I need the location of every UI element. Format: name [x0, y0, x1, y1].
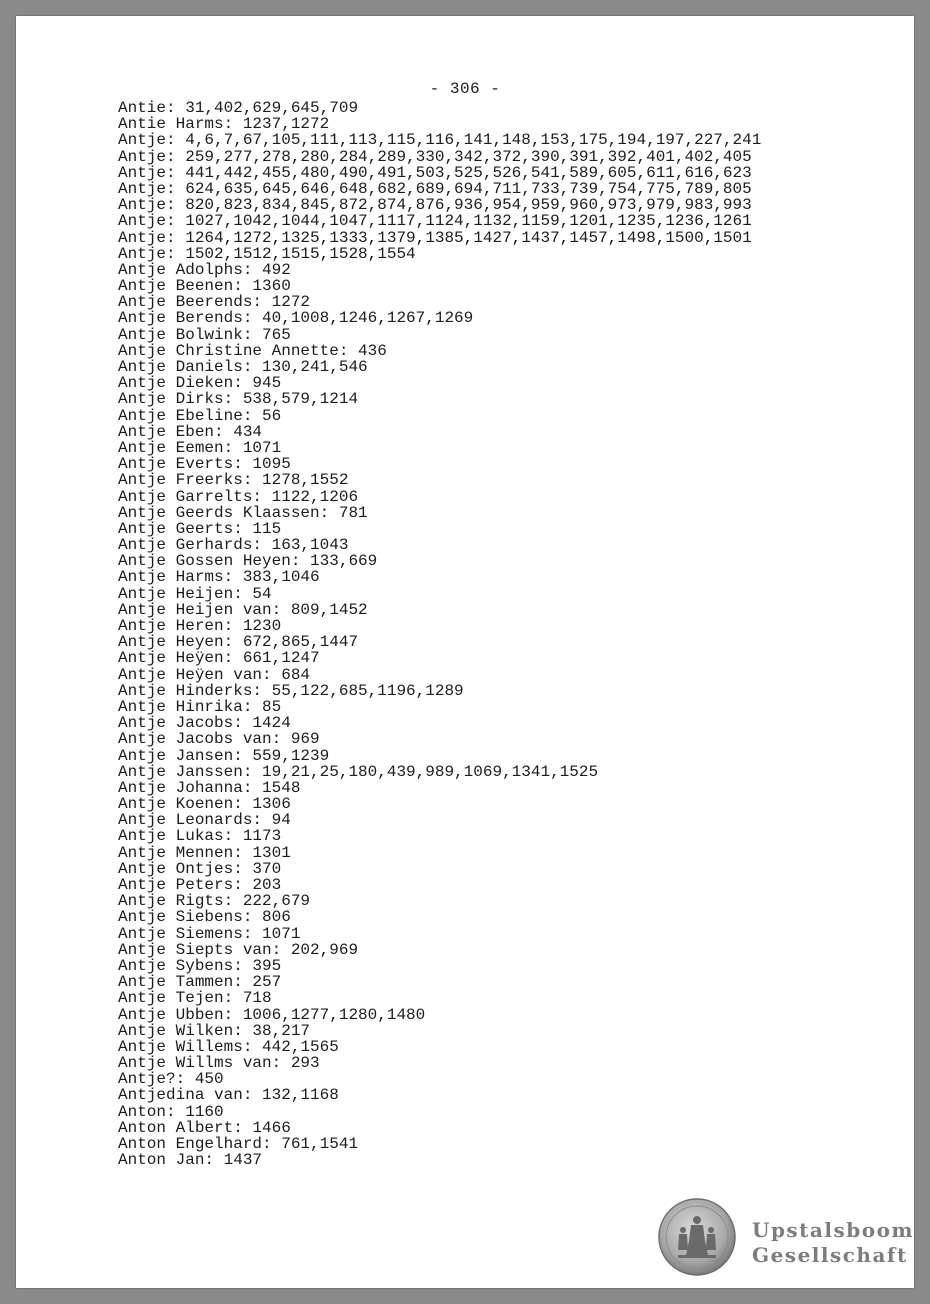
index-entry: Antje Garrelts: 1122,1206: [118, 487, 359, 506]
name-index-list: [118, 100, 761, 1168]
index-entry: Antie: 31,402,629,645,709: [118, 99, 359, 117]
index-entry: Antje Ubben: 1006,1277,1280,1480: [118, 1005, 426, 1024]
index-entry: Antjedina van: 132,1168: [118, 1086, 339, 1105]
index-entry: Antje Gerhards: 163,1043: [118, 536, 349, 555]
index-entry: Anton Albert: 1466: [118, 1118, 291, 1137]
index-entry: Antje Koenen: 1306: [118, 795, 291, 814]
index-entry: Antje: 1027,1042,1044,1047,1117,1124,1132,1159,1201,1235,1236,1261: [118, 212, 752, 231]
index-entry: Antje Janssen: 19,21,25,180,439,989,1069,1341,1525: [118, 762, 599, 781]
index-entry: Antje Peters: 203: [118, 876, 282, 894]
index-entry: Antje Dieken: 945: [118, 374, 282, 393]
index-entry: Antje: 1264,1272,1325,1333,1379,1385,1427,1437,1457,1498,1500,1501: [118, 228, 752, 247]
index-entry: Antje Hinrika: 85: [118, 697, 282, 716]
index-entry: Antje Wilken: 38,217: [118, 1021, 311, 1040]
index-entry: Antie Harms: 1237,1272: [118, 115, 330, 134]
index-entry: Antje Johanna: 1548: [118, 778, 301, 797]
index-entry: Anton: 1160: [118, 1102, 224, 1121]
index-entry: Antje: 259,277,278,280,284,289,330,342,372,390,391,392,401,402,405: [118, 147, 752, 166]
index-entry: Antje Siepts van: 202,969: [118, 940, 359, 959]
index-entry: Antje Willms van: 293: [118, 1054, 320, 1073]
index-entry: Anton Engelhard: 761,1541: [118, 1135, 359, 1153]
document-page: [16, 16, 914, 1288]
index-entry: Antje Tammen: 257: [118, 973, 282, 992]
society-seal-icon: [658, 1198, 736, 1276]
index-entry: Antje Eemen: 1071: [118, 438, 282, 457]
index-entry: Antje Tejen: 718: [118, 989, 272, 1008]
brand-line-2: Gesellschaft: [752, 1243, 908, 1267]
index-entry: Antje Jansen: 559,1239: [118, 746, 330, 765]
index-entry: Antje Jacobs: 1424: [118, 714, 291, 733]
index-entry: Antje Berends: 40,1008,1246,1267,1269: [118, 309, 474, 328]
index-entry: Antje Everts: 1095: [118, 455, 291, 474]
index-entry: Antje Freerks: 1278,1552: [118, 471, 349, 490]
index-entry: Antje Geerts: 115: [118, 519, 282, 538]
index-entry: Antje Ebeline: 56: [118, 406, 282, 425]
index-entry: Antje Heÿen van: 684: [118, 665, 311, 684]
society-logo-text: [752, 1218, 914, 1268]
index-entry: Antje Siebens: 806: [118, 908, 291, 927]
index-entry: Anton Jan: 1437: [118, 1151, 263, 1170]
index-entry: Antje Lukas: 1173: [118, 827, 282, 846]
index-entry: Antje Adolphs: 492: [118, 260, 291, 279]
index-entry: Antje Rigts: 222,679: [118, 892, 311, 911]
index-entry: Antje Geerds Klaassen: 781: [118, 503, 368, 522]
index-entry: Antje Siemens: 1071: [118, 924, 301, 943]
index-entry: Antje: 820,823,834,845,872,874,876,936,954,959,960,973,979,983,993: [118, 196, 752, 215]
index-entry: Antje Gossen Heyen: 133,669: [118, 552, 378, 571]
index-entry: Antje Heren: 1230: [118, 617, 282, 635]
index-entry: Antje Mennen: 1301: [118, 843, 291, 862]
index-entry: Antje: 624,635,645,646,648,682,689,694,711,733,739,754,775,789,805: [118, 179, 752, 198]
index-entry: Antje Heyen: 672,865,1447: [118, 633, 359, 652]
brand-line-1: Upstalsboom: [752, 1218, 915, 1242]
page-number: - 306 -: [429, 80, 501, 98]
index-entry: Antje Willems: 442,1565: [118, 1037, 339, 1056]
index-entry: Antje Heijen: 54: [118, 584, 272, 603]
index-entry: Antje Christine Annette: 436: [118, 341, 387, 360]
index-entry: Antje Leonards: 94: [118, 811, 291, 830]
index-entry: Antje: 441,442,455,480,490,491,503,525,526,541,589,605,611,616,623: [118, 163, 752, 182]
index-entry: Antje: 1502,1512,1515,1528,1554: [118, 244, 416, 263]
index-entry: Antje?: 450: [118, 1070, 224, 1089]
index-entry: Antje Bolwink: 765: [118, 325, 291, 344]
index-entry: Antje Beerends: 1272: [118, 293, 311, 312]
index-entry: Antje Heÿen: 661,1247: [118, 649, 320, 668]
index-entry: Antje Daniels: 130,241,546: [118, 358, 368, 376]
index-entry: Antje Hinderks: 55,122,685,1196,1289: [118, 681, 464, 700]
index-entry: Antje Sybens: 395: [118, 956, 282, 975]
index-entry: Antje Dirks: 538,579,1214: [118, 390, 359, 409]
index-entry: Antje Beenen: 1360: [118, 277, 291, 296]
index-entry: Antje Heijen van: 809,1452: [118, 600, 368, 619]
index-entry: Antje: 4,6,7,67,105,111,113,115,116,141,148,153,175,194,197,227,241: [118, 131, 762, 150]
index-entry: Antje Jacobs van: 969: [118, 730, 320, 749]
index-entry: Antje Eben: 434: [118, 422, 263, 441]
index-entry: Antje Ontjes: 370: [118, 859, 282, 878]
index-entry: Antje Harms: 383,1046: [118, 568, 320, 587]
